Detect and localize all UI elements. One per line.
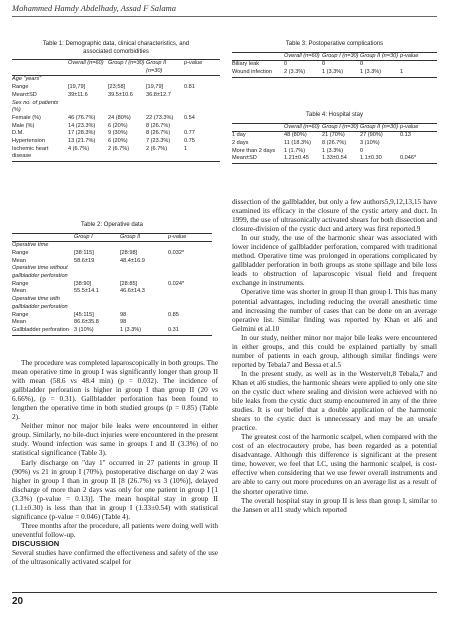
table-cell: 1 (3.3%) — [360, 69, 400, 77]
table-row — [12, 242, 212, 250]
page-number: 20 — [12, 596, 24, 607]
table-cell: Age "years" — [12, 76, 42, 83]
table-2-caption: Table 2: Operative data — [80, 222, 144, 228]
table-cell — [168, 288, 212, 296]
table-4 — [232, 112, 437, 164]
column-header: Group I (n=30) — [108, 60, 146, 76]
column-header — [232, 123, 284, 132]
table-cell: 39.5±10.6 — [108, 91, 133, 98]
table-cell: Mean — [12, 288, 26, 295]
table-row — [12, 92, 220, 100]
table-cell — [68, 76, 108, 84]
table-3-caption: Table 3: Postoperative complications — [285, 41, 384, 47]
table-cell — [108, 76, 146, 84]
table-cell: Female (%) — [12, 114, 41, 121]
right-column — [232, 197, 437, 514]
table-cell: 1.21±0.45 — [284, 155, 322, 163]
column-header: p-value — [400, 123, 437, 132]
table-cell: 36.8±12.7 — [146, 91, 171, 98]
table-cell: 1 — [184, 146, 220, 162]
column-header: p-value — [400, 52, 437, 61]
table-row — [12, 130, 220, 138]
column-header: Group I (n=30) — [322, 52, 360, 61]
table-cell: Range — [12, 84, 29, 91]
table-cell: 8 (26.7%) — [322, 139, 347, 146]
table-cell: Ischemic heart disease — [12, 146, 68, 162]
column-header: Group II (n=30) — [146, 60, 184, 76]
table-cell: 86.6±35.8 — [74, 319, 99, 326]
table-row — [232, 69, 437, 77]
table-row — [232, 61, 437, 69]
table-cell: 2 (3.3%) — [284, 69, 322, 77]
table-cell — [184, 100, 220, 115]
table-cell: 7 (23.3%) — [146, 138, 171, 145]
header-rule — [12, 16, 437, 17]
table-cell — [168, 258, 212, 266]
table-cell: 0.85 — [168, 311, 179, 318]
column-header: p-value — [184, 60, 220, 76]
table-row — [12, 296, 212, 311]
table-cell: 0.13 — [400, 132, 411, 139]
table-row — [232, 132, 437, 140]
table-cell: 1.33±0.54 — [322, 155, 360, 163]
table-cell: 0 — [360, 61, 364, 68]
table-cell — [168, 319, 212, 327]
table-2-grid — [12, 233, 212, 336]
table-cell: 1.1±0.30 — [360, 155, 400, 163]
table-1-grid — [12, 59, 220, 162]
table-cell: More than 2 days — [232, 147, 276, 154]
table-cell: Operative time without gallbladder perforation — [12, 265, 68, 280]
left-column — [12, 358, 218, 566]
table-cell: 0.75 — [184, 138, 195, 145]
table-cell: 0.31 — [168, 327, 212, 335]
table-cell: [19,79] — [146, 84, 164, 91]
table-cell: 4 (6.7%) — [68, 146, 108, 162]
table-row — [12, 123, 220, 131]
paragraph: Operative time was shorter in group II than group I. This has many potential advantages, including reducing the overall anesthetic time and increasing the number of cases that can be done on an average operative list. Similar finding was reported by Khan et al6 and Gelmini et al.10 — [232, 287, 437, 333]
paragraph: dissection of the gallbladder, but only a few authors5,9,12,13,15 have examined its efficacy in the closure of the cystic artery and duct. In 1999, the use of ultrasonically activated shears for both dissection and closure-division of the cystic duct and artery was first reported.9 — [232, 197, 437, 234]
table-cell — [400, 61, 437, 69]
table-cell: [38:90] — [74, 280, 92, 287]
footer-rule — [12, 592, 437, 593]
table-cell: 27 (90%) — [360, 132, 383, 139]
table-cell: Hypertension — [12, 138, 45, 145]
table-cell: 1 — [400, 69, 437, 77]
table-4-caption: Table 4: Hospital stay — [305, 112, 364, 118]
table-cell: Biliary leak — [232, 61, 260, 68]
table-cell: Wound infection — [232, 69, 284, 77]
paragraph: Neither minor nor major bile leaks were encountered in either group. Similarly, no bile-duct injuries were encountered in the present study. Wound infection was same in groups I and II (3.3%) of no statistical significance (Table 3). — [12, 421, 218, 458]
table-cell: 17 (28.3%) — [68, 130, 96, 137]
paragraph: In the present study, as well as in the Westervelt,8 Tebala,7 and Khan et al6 studies, the harmonic shears were applied to only one site on the cystic duct where sealing and division were achieved with no bile leaks from the cystic duct stump encountered in any of the three studies. It is our belief that a double application of the harmonic shears to the cystic duct is unnecessary and may be an unsafe practice. — [232, 368, 437, 433]
table-header-row — [12, 60, 220, 76]
table-cell — [108, 100, 146, 115]
paragraph: Early discharge on "day 1" occurred in 27 patients in group II (90%) vs 21 in group I (70%), postoperative discharge on day 2 was higher in group I than in group II [8 (26.7%) vs 3 (10%)], delayed discharge of more than 2 days was only for one patient in group I [1 (3.3%) (p-value = 0.13)]. The mean hospital stay in group II (1.1±0.30) is less than that in group I (1.33±0.54) with statistical significance (p-value = 0.046) (Table 4). — [12, 457, 218, 521]
table-cell: 8 (26.7%) — [146, 130, 171, 137]
table-cell — [74, 242, 120, 250]
table-cell: 2 days — [232, 139, 249, 146]
table-1-caption: Table 1: Demographic data, clinical characteristics, and associated comorbidities — [42, 41, 190, 55]
table-cell: 1 (3.3%) — [322, 147, 344, 154]
table-cell — [74, 296, 120, 311]
table-row — [12, 288, 212, 296]
column-header: Group II (n=30) — [360, 52, 400, 61]
table-cell: Range — [12, 311, 29, 318]
table-cell: [45:115] — [74, 311, 94, 318]
table-header-row — [232, 123, 437, 132]
column-header: Overall (n=60) — [68, 60, 108, 76]
table-cell: 3 (10%) — [360, 139, 380, 146]
paragraph: The overall hospital stay in group II is less than group I, similar to the Jansen et al11 study which reported — [232, 495, 437, 514]
table-cell: Mean — [12, 257, 26, 264]
table-cell: 11 (18.3%) — [284, 139, 311, 146]
table-row — [12, 250, 212, 258]
table-cell: Mean±SD — [12, 91, 37, 98]
table-cell: 1 day — [232, 132, 246, 139]
table-1 — [12, 41, 220, 162]
table-cell — [168, 242, 212, 250]
table-cell: Mean±SD — [232, 155, 284, 163]
section-heading: DISCUSSION — [12, 538, 60, 548]
table-cell — [74, 265, 120, 280]
table-cell: 0.77 — [184, 130, 195, 137]
paragraph: In our study, the use of the harmonic shear was associated with lower incidence of gallbladder perforation, compared with traditional method. Operative time was prolonged in operations complicated by gallbladder perforation in both groups as stone spillage and bile loss leads to obstruction of laparoscopic visual field and frequent exchange in instruments. — [232, 233, 437, 288]
table-cell — [168, 296, 212, 311]
table-row — [12, 100, 220, 115]
table-cell: 22 (73.3%) — [146, 114, 174, 121]
table-cell: Range — [12, 280, 29, 287]
table-cell — [184, 76, 220, 84]
table-row — [232, 140, 437, 148]
table-cell: 2 (6.7%) — [108, 146, 146, 162]
column-header — [12, 60, 68, 76]
table-cell: 2 (6.7%) — [146, 146, 184, 162]
table-cell: Gallbladder perforation — [12, 327, 74, 335]
table-4-grid — [232, 123, 437, 165]
column-header — [12, 233, 74, 242]
table-3-grid — [232, 52, 437, 78]
table-row — [12, 115, 220, 123]
table-row — [12, 319, 212, 327]
table-cell: 8 (26.7%) — [146, 122, 171, 129]
column-header: Group I (n=30) — [322, 123, 360, 132]
table-cell — [400, 148, 437, 156]
table-cell: 6 (20%) — [108, 138, 128, 145]
table-cell: Male (%) — [12, 122, 35, 129]
table-row — [12, 312, 212, 320]
table-cell: 0.024* — [168, 280, 185, 287]
table-cell: [28:98] — [120, 249, 138, 256]
table-row — [12, 265, 212, 280]
table-cell — [120, 242, 168, 250]
table-cell: [38:115] — [74, 249, 94, 256]
column-header: p-value — [168, 233, 212, 242]
table-cell — [68, 100, 108, 115]
table-cell: 0 — [322, 61, 326, 68]
table-cell: 0.032* — [168, 249, 185, 256]
paragraph: Three months after the procedure, all patients were doing well with uneventful follow-up. — [12, 520, 218, 539]
table-cell: 46 (76.7%) — [68, 114, 96, 121]
table-cell: D.M. — [12, 130, 24, 137]
table-cell: Operative time with gallbladder perforation — [12, 296, 68, 310]
table-cell: 0.81 — [184, 84, 195, 91]
table-cell: Operative time — [12, 242, 49, 249]
table-cell — [120, 296, 168, 311]
table-cell: 21 (70%) — [322, 132, 345, 139]
table-cell: 9 (30%) — [108, 130, 128, 137]
table-cell: 13 (21.7%) — [68, 138, 96, 145]
paragraph: In our study, neither minor nor major bile leaks were encountered in either groups, and this could be explained partially by small number of patients in each group, although similar findings were reported by Tebala7 and Bessa et al.5 — [232, 332, 437, 369]
table-cell: 6 (20%) — [108, 122, 128, 129]
table-cell: 1 (3.3%) — [322, 69, 360, 77]
table-cell — [400, 140, 437, 148]
column-header — [232, 52, 284, 61]
table-cell: Sex no. of patients (%) — [12, 99, 59, 114]
column-header: Overall (n=60) — [284, 52, 322, 61]
table-cell: 1 (3.3%) — [120, 327, 168, 335]
table-cell: 0.046* — [400, 155, 437, 163]
table-cell: [23;58] — [108, 84, 126, 91]
column-header: Overall (n=60) — [284, 123, 322, 132]
table-cell — [168, 265, 212, 280]
table-cell — [120, 265, 168, 280]
table-row — [12, 327, 212, 335]
paragraph: The procedure was completed laparoscopically in both groups. The mean operative time in group I was significantly longer than group II with mean (58.6 vs 48.4 min) (p = 0.032). The incidence of gallbladder perforation is higher in group I than group II (20 vs 6.66%), (p = 0.31). Gallbladder perforation has been found to lengthen the operative time in both studied groups (p = 0.85) (Table 2). — [12, 358, 218, 422]
paragraph: The greatest cost of the harmonic scalpel, when compared with the cost of an electrocautery probe, has been regarded as a potential disadvantage. Although this difference is significant at the present time, however, we feel that LC, using the harmonic scalpel, is cost-effective when considering that we use fewer overall instruments and are able to carry out more procedures on an average list as a result of the shorter operative time. — [232, 432, 437, 496]
column-header: Group I — [74, 233, 120, 242]
table-cell: 58.6±19 — [74, 257, 95, 264]
table-row — [12, 258, 212, 266]
table-cell: 1 (1.7%) — [284, 147, 306, 154]
paragraph: Several studies have confirmed the effectiveness and safety of the use of the ultrasonically activated scalpel for — [12, 547, 218, 567]
table-cell: 46.6±14.3 — [120, 288, 145, 295]
column-header: Group II (n=30) — [360, 123, 400, 132]
table-row — [12, 146, 220, 162]
table-row — [12, 76, 220, 84]
table-cell — [146, 76, 184, 84]
running-header: Mohammed Hamdy Abdelhady, Assad F Salama — [12, 3, 177, 13]
table-cell: [28:85] — [120, 280, 138, 287]
table-cell: 98 — [120, 311, 127, 318]
table-cell — [184, 123, 220, 131]
table-cell: Range — [12, 249, 29, 256]
table-cell: 24 (80%) — [108, 114, 131, 121]
table-cell: Mean — [12, 319, 26, 326]
table-cell: 98 — [120, 319, 127, 326]
table-cell: 14 (23.3%) — [68, 122, 96, 129]
table-row — [232, 155, 437, 163]
table-row — [232, 148, 437, 156]
table-row — [12, 84, 220, 92]
table-header-row — [232, 52, 437, 61]
table-cell — [184, 92, 220, 100]
table-cell: 0.54 — [184, 114, 195, 121]
table-cell: 55.5±14.1 — [74, 288, 99, 295]
table-cell: 48 (80%) — [284, 132, 307, 139]
table-3 — [232, 41, 437, 78]
table-cell: 39±11.6 — [68, 91, 88, 98]
table-cell: 48.4±16.9 — [120, 257, 145, 264]
table-cell — [146, 100, 184, 115]
table-cell: 3 (10%) — [74, 327, 120, 335]
table-header-row — [12, 233, 212, 242]
table-cell: 0 — [284, 61, 288, 68]
column-header: Group II — [120, 233, 168, 242]
table-2 — [12, 222, 212, 336]
table-row — [12, 281, 212, 289]
table-cell: [19,79] — [68, 84, 86, 91]
table-cell: 0 — [360, 147, 364, 154]
table-row — [12, 138, 220, 146]
